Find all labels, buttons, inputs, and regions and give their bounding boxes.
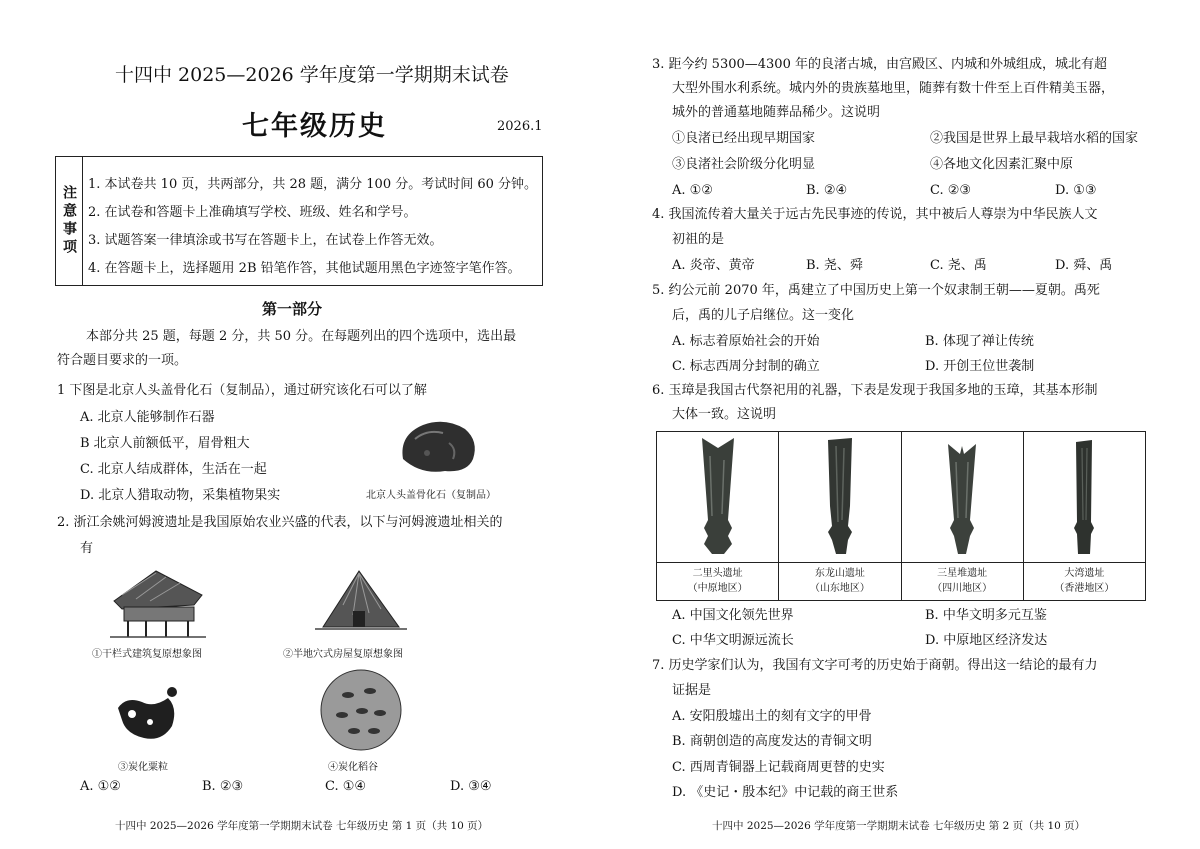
question-1-option-d: D. 北京人猎取动物，采集植物果实 [80,488,281,503]
question-7-option-d: D. 《史记・殷本纪》中记载的商王世系 [672,785,899,800]
site-name-erlitou: 二里头遗址 [692,568,743,579]
question-2-stem-line-2: 有 [80,541,94,556]
question-1-option-a: A. 北京人能够制作石器 [80,410,215,425]
jade-cell-donglongshan [779,432,901,601]
exam-page-2 [600,0,1200,849]
page-2-footer: 十四中 2025—2026 学年度第一学期期末试卷 七年级历史 第 2 页（共 10 页） [712,820,1086,832]
question-3-stem-line-1: 3. 距今约 5300—4300 年的良渚古城，由宫殿区、内城和外城组成，城北有超 [652,57,1107,72]
carbonized-millet-caption: ③炭化粟粒 [118,762,168,773]
jade-zhang-erlitou-image [698,436,738,556]
question-2-option-c: C. ①④ [325,779,367,794]
site-region-sanxingdui: （四川地区） [932,583,993,594]
question-6-option-c: C. 中华文明源远流长 [672,633,794,648]
question-3-statement-2: ②我国是世界上最早栽培水稻的国家 [930,131,1139,146]
question-3-statement-4: ④各地文化因素汇聚中原 [930,157,1074,172]
question-5-option-c: C. 标志西周分封制的确立 [672,359,820,374]
question-3-stem-line-3: 城外的普通墓地随葬品稀少。这说明 [672,105,881,120]
question-2-option-a: A. ①② [80,779,121,794]
question-3-statement-1: ①良渚已经出现早期国家 [672,131,816,146]
question-1-stem: 1 下图是北京人头盖骨化石（复制品），通过研究该化石可以了解 [57,383,427,398]
subject-title: 七年级历史 [242,111,387,142]
question-4-option-c: C. 尧、禹 [930,258,987,273]
question-5-stem-line-2: 后，禹的儿子启继位。这一变化 [672,308,855,323]
site-name-dawan: 大湾遗址 [1064,568,1105,579]
question-7-stem-line-2: 证据是 [672,683,712,698]
question-2-option-d: D. ③④ [450,779,492,794]
notice-item-1: 1. 本试卷共 10 页，共两部分，共 28 题，满分 100 分。考试时间 60 分钟。 [88,177,538,192]
notice-item-2: 2. 在试卷和答题卡上准确填写学校、班级、姓名和学号。 [88,205,417,220]
question-7-option-c: C. 西周青铜器上记载商周更替的史实 [672,760,885,775]
site-region-dawan: （香港地区） [1054,583,1115,594]
stilt-house-caption: ①干栏式建筑复原想象图 [92,649,202,660]
question-5-stem-line-1: 5. 约公元前 2070 年，禹建立了中国历史上第一个奴隶制王朝——夏朝。禹死 [652,283,1100,298]
exam-date: 2026.1 [497,119,543,134]
question-5-option-a: A. 标志着原始社会的开始 [672,334,820,349]
question-3-option-b: B. ②④ [806,183,848,198]
jade-zhang-donglongshan-image [820,436,860,556]
site-name-donglongshan: 东龙山遗址 [814,568,865,579]
jade-zhang-sanxingdui-image [942,436,982,556]
jade-zhang-dawan-image [1064,436,1104,556]
carbonized-rice-caption: ④炭化稻谷 [328,762,378,773]
section-intro-line-2: 符合题目要求的一项。 [57,353,188,368]
question-4-stem-line-1: 4. 我国流传着大量关于远古先民事迹的传说，其中被后人尊崇为中华民族人文 [652,207,1098,222]
notice-item-4: 4. 在答题卡上，选择题用 2B 铅笔作答，其他试题用黑色字迹签字笔作答。 [88,261,521,276]
semi-pit-house-caption: ②半地穴式房屋复原想象图 [283,649,403,660]
jade-cell-sanxingdui [901,432,1023,601]
question-6-option-b: B. 中华文明多元互鉴 [925,608,1047,623]
section-intro-line-1: 本部分共 25 题，每题 2 分，共 50 分。在每题列出的四个选项中，选出最 [86,329,517,344]
skull-fossil-image [397,415,479,477]
question-7-option-a: A. 安阳殷墟出土的刻有文字的甲骨 [672,709,872,724]
notice-heading: 注意事项 [56,157,83,285]
carbonized-rice-image [318,667,404,753]
exam-title: 十四中 2025—2026 学年度第一学期期末试卷 [115,64,509,86]
site-region-donglongshan: （山东地区） [809,583,870,594]
stilt-house-image [106,565,210,641]
question-3-option-c: C. ②③ [930,183,972,198]
jade-cell-erlitou [657,432,779,601]
semi-pit-house-image [313,565,409,641]
question-4-option-b: B. 尧、舜 [806,258,863,273]
question-4-option-a: A. 炎帝、黄帝 [672,258,755,273]
jade-cell-dawan [1023,432,1145,601]
question-6-stem-line-2: 大体一致。这说明 [672,407,777,422]
question-3-statement-3: ③良渚社会阶级分化明显 [672,157,816,172]
question-3-option-d: D. ①③ [1055,183,1097,198]
notice-item-3: 3. 试题答案一律填涂或书写在答题卡上，在试卷上作答无效。 [88,233,443,248]
question-7-stem-line-1: 7. 历史学家们认为，我国有文字可考的历史始于商朝。得出这一结论的最有力 [652,658,1098,673]
site-name-sanxingdui: 三星堆遗址 [937,568,988,579]
question-1-option-c: C. 北京人结成群体，生活在一起 [80,462,267,477]
question-2-option-b: B. ②③ [202,779,244,794]
question-7-option-b: B. 商朝创造的高度发达的青铜文明 [672,734,872,749]
skull-caption: 北京人头盖骨化石（复制品） [366,490,496,501]
question-3-option-a: A. ①② [672,183,713,198]
section-title: 第一部分 [262,300,323,318]
question-3-stem-line-2: 大型外围水利系统。城内外的贵族墓地里，随葬有数十件至上百件精美玉器， [672,81,1115,96]
question-5-option-b: B. 体现了禅让传统 [925,334,1034,349]
question-2-stem-line-1: 2. 浙江余姚河姆渡遗址是我国原始农业兴盛的代表，以下与河姆渡遗址相关的 [57,515,503,530]
question-4-stem-line-2: 初祖的是 [672,232,725,247]
page-1-footer: 十四中 2025—2026 学年度第一学期期末试卷 七年级历史 第 1 页（共 10 页） [115,820,489,832]
question-6-stem-line-1: 6. 玉璋是我国古代祭祀用的礼器，下表是发现于我国多地的玉璋，其基本形制 [652,383,1098,398]
question-5-option-d: D. 开创王位世袭制 [925,359,1035,374]
notice-box [55,156,543,286]
jade-zhang-table [656,431,1146,601]
question-6-option-a: A. 中国文化领先世界 [672,608,794,623]
question-4-option-d: D. 舜、禹 [1055,258,1113,273]
site-region-erlitou: （中原地区） [687,583,748,594]
question-1-option-b: B 北京人前额低平，眉骨粗大 [80,436,250,451]
question-6-option-d: D. 中原地区经济发达 [925,633,1048,648]
carbonized-millet-image [112,678,188,754]
